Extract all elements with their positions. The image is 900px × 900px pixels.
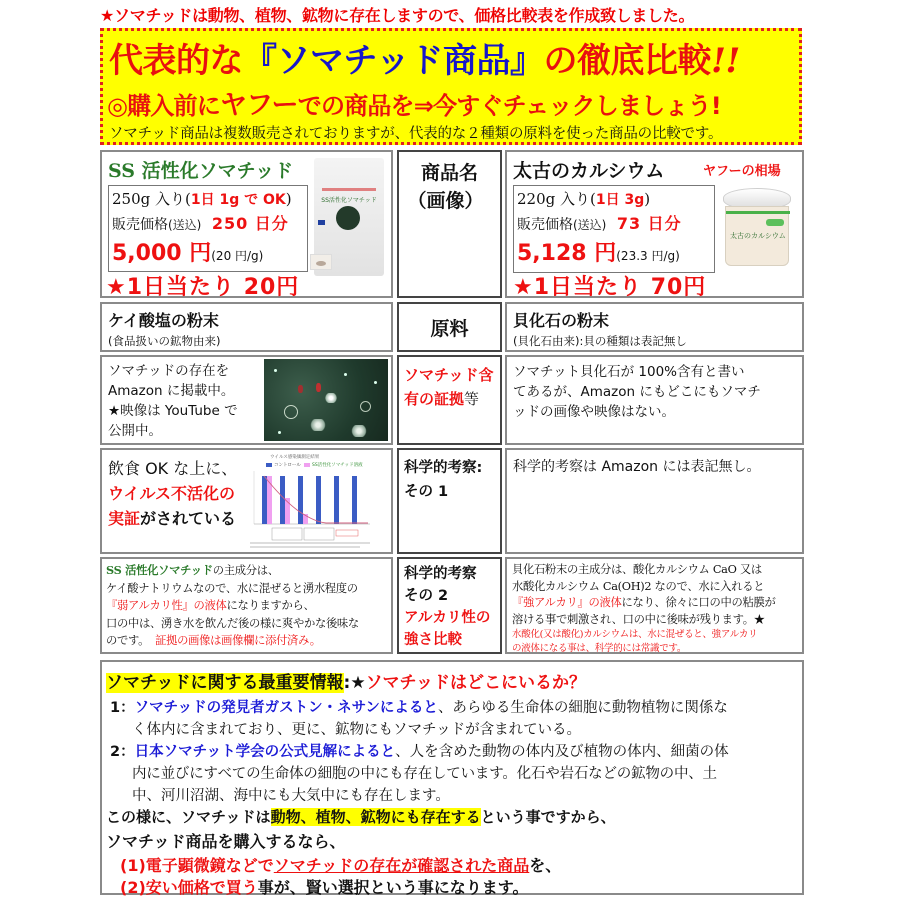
product-ref: SS 活性化ソマチッド xyxy=(106,563,213,577)
yahoo-price-badge[interactable]: ヤフーの相場 xyxy=(703,164,781,179)
days-supply: 250 日分 xyxy=(211,214,289,233)
label-evidence-line1: ソマチッド含 xyxy=(404,366,494,384)
label-cell-product-name xyxy=(397,150,502,298)
price-line xyxy=(517,236,680,267)
evidence-line-youtube[interactable]: ★映像は YouTube で xyxy=(108,403,238,419)
pouch-label: SS活性化ソマチッド xyxy=(321,197,377,204)
qty-dose: 1日 1g で OK xyxy=(190,192,286,208)
evidence-line: 公開中。 xyxy=(108,423,162,439)
science1-proof: 実証 xyxy=(108,509,141,528)
text-line: 溶ける事で刺激され、口の中に後味が残ります。★ xyxy=(512,612,765,626)
particle-dot xyxy=(374,381,377,384)
particle-cluster xyxy=(324,393,338,403)
item-source: ソマチッドの発見者ガストン・ネサンによると xyxy=(134,700,438,716)
yahoo-link-text[interactable]: ヤフー xyxy=(219,90,298,121)
science1-line2: ウイルス不活化の xyxy=(108,484,236,503)
info-item-1 xyxy=(110,696,728,717)
banner-title-prefix: 代表的な xyxy=(109,41,243,81)
shipping-label: (送込) xyxy=(573,218,607,232)
virus-inactivation-chart[interactable] xyxy=(240,452,390,552)
pouch-logo xyxy=(318,220,325,225)
science1-cell-right xyxy=(505,448,804,554)
info-heading xyxy=(106,668,586,693)
text-span: になりますから、 xyxy=(226,599,315,612)
label-science1-line2: その 1 xyxy=(404,484,449,500)
science2-cell-right xyxy=(505,557,804,654)
underlined-span: ソマチッドの存在が確認された商品 xyxy=(273,856,530,875)
label-science2 xyxy=(404,563,490,651)
material-origin: (貝化石由来):貝の種類は表記無し xyxy=(513,334,687,348)
science-note: の液体になる事は、科学的には常識です。 xyxy=(512,643,687,654)
label-image: （画像） xyxy=(407,190,484,212)
text-span: のです。 xyxy=(106,634,150,647)
qty-text: 220g 入り( xyxy=(517,190,596,208)
particle-cluster xyxy=(350,425,368,437)
label-evidence-etc: 等 xyxy=(464,390,480,408)
text-line: 口の中は、湧き水を飲んだ後の様に爽やかな後味な xyxy=(106,616,359,630)
weak-alkaline-note: 『弱アルカリ性』の液体 xyxy=(106,599,227,612)
text-span: の主成分は、 xyxy=(212,564,279,577)
star-icon: ★ xyxy=(350,673,366,693)
science2-cell-left xyxy=(100,557,393,654)
evidence-text xyxy=(108,361,238,441)
label-material: 原料 xyxy=(430,318,469,340)
science2-left-text xyxy=(106,562,359,650)
material-cell-left xyxy=(100,302,393,352)
evidence-line: ッドの画像や映像はない。 xyxy=(513,404,675,420)
evidence-line-amazon[interactable]: Amazon に掲載中。 xyxy=(108,383,235,399)
item-source: 日本ソマチット学会の公式見解によると xyxy=(134,744,396,760)
item-text: 、人を含めた動物の体内及び植物の体内、細菌の体 xyxy=(395,744,729,760)
pouch-emblem xyxy=(336,206,360,230)
qty-text: 250g 入り( xyxy=(112,190,191,208)
price-label-line xyxy=(112,211,289,234)
legend-control: コントロール xyxy=(274,463,301,468)
quantity-line xyxy=(112,188,292,209)
chart-plot xyxy=(240,452,390,552)
label-evidence xyxy=(404,363,494,411)
text-span: (2)安い価格で買う xyxy=(120,878,258,897)
science1-right-text: 科学的考察は Amazon には表記無し。 xyxy=(513,459,761,475)
recommendation-2 xyxy=(120,875,529,898)
evidence-line: ソマチッドの存在を xyxy=(108,363,230,379)
label-cell-science2 xyxy=(397,557,502,654)
label-cell-material xyxy=(397,302,502,352)
banner-subtitle xyxy=(107,83,721,122)
price-label: 販売価格 xyxy=(112,217,168,233)
item-text: 、あらゆる生命体の細胞に動物植物に関係な xyxy=(437,700,728,716)
particle-dot xyxy=(344,373,347,376)
particle-dot xyxy=(278,431,281,434)
text-line: 水酸化カルシウム Ca(OH)2 なので、水に入れると xyxy=(512,579,765,593)
banner-note: ソマチッド商品は複数販売されておりますが、代表的な２種類の原料を使った商品の比較です。 xyxy=(109,126,723,142)
science1-cell-left xyxy=(100,448,393,554)
label-science1-line1: 科学的考察: xyxy=(404,460,483,476)
qty-close: ) xyxy=(285,190,292,208)
science2-right-text xyxy=(512,562,776,656)
price-label-line xyxy=(517,211,682,234)
powder-sample-image xyxy=(310,254,332,270)
price-value: 5,128 円 xyxy=(517,241,617,266)
text-span: という事ですから、 xyxy=(480,808,616,826)
product-image-jar xyxy=(721,188,793,270)
red-marker xyxy=(298,385,303,393)
material-name: 貝化石の粉末 xyxy=(513,311,610,330)
text-span: 事が、賢い選択という事になります。 xyxy=(257,878,529,897)
material-name: ケイ酸塩の粉末 xyxy=(108,311,219,330)
label-science2-line2: その 2 xyxy=(404,588,449,604)
microscope-image[interactable] xyxy=(264,359,388,441)
banner-sub-suffix: での商品を⇒今すぐチェックしましょう! xyxy=(297,92,721,120)
text-span: この様に、ソマチッドは xyxy=(106,808,271,826)
banner-title-suffix: の徹底比較 xyxy=(543,41,711,81)
qty-close: ) xyxy=(644,190,651,208)
material-cell-right xyxy=(505,302,804,352)
item-number: 2： xyxy=(110,744,135,760)
product-cell-ss-somatid xyxy=(100,150,393,298)
banner-exclaim: !! xyxy=(710,41,740,81)
unit-price: (20 円/g) xyxy=(211,249,264,263)
important-info-box xyxy=(100,660,804,895)
heading-colon: : xyxy=(343,673,351,693)
science1-line1: 飲食 OK な上に、 xyxy=(108,459,238,478)
highlight-span: 動物、植物、鉱物にも存在する xyxy=(270,808,481,826)
legend-test: SS活性化ソマチッド溶液 xyxy=(312,463,363,468)
science1-line3: がされている xyxy=(140,509,237,528)
strong-alkaline-note: 『強アルカリ』の液体 xyxy=(512,596,622,609)
shipping-label: (送込) xyxy=(168,218,202,232)
info-item-1-cont: く体内に含まれており、更に、鉱物にもソマチッドが含まれている。 xyxy=(132,722,582,738)
label-cell-science1 xyxy=(397,448,502,554)
unit-price: (23.3 円/g) xyxy=(616,249,680,263)
product-cell-taiko-calcium xyxy=(505,150,804,298)
cost-per-day: ★1日当たり 70円 xyxy=(513,275,707,300)
label-science2-line4: 強さ比較 xyxy=(404,632,462,648)
evidence-text xyxy=(513,362,761,422)
info-item-2-cont: 中、河川沼湖、海中にも大気中にも存在します。 xyxy=(132,788,450,804)
info-heading-highlight: ソマチッドに関する最重要情報 xyxy=(106,673,344,693)
bracket-close: 』 xyxy=(509,41,544,81)
jar-body xyxy=(725,206,789,266)
evidence-line: てあるが、Amazon にもどこにもソマチ xyxy=(513,384,761,400)
text-span: になり、徐々に口の中の粘膜が xyxy=(621,596,776,609)
conclusion-line-2: ソマチッド商品を購入するなら、 xyxy=(106,832,346,851)
label-science2-line3: アルカリ性の xyxy=(404,610,491,626)
price-label: 販売価格 xyxy=(517,217,573,233)
product-price-box xyxy=(108,185,308,272)
text-span: を、 xyxy=(529,856,562,875)
product-name: 太古のカルシウム xyxy=(513,160,665,182)
label-evidence-line2: 有の証拠 xyxy=(404,390,465,408)
top-notice: ★ソマチッドは動物、植物、鉱物に存在しますので、価格比較表を作成致しました。 xyxy=(100,6,695,25)
conclusion-line-1 xyxy=(106,806,616,827)
evidence-cell-right xyxy=(505,355,804,445)
text-span: (1)電子顕微鏡などで xyxy=(120,856,274,875)
label-cell-evidence xyxy=(397,355,502,445)
particle-cluster xyxy=(309,419,327,431)
powder-heap xyxy=(316,261,326,266)
text-line: 貝化石粉末の主成分は、酸化カルシウム CaO 又は xyxy=(512,563,762,576)
text-line: ケイ酸ナトリウムなので、水に混ぜると湧水程度の xyxy=(106,581,358,595)
label-science2-line1: 科学的考察 xyxy=(404,566,477,582)
proof-note: 証拠の画像は画像欄に添付済み。 xyxy=(155,634,321,647)
banner-title xyxy=(109,33,740,82)
particle-ring xyxy=(284,405,298,419)
info-heading-question: ソマチッドはどこにいるか？ xyxy=(365,673,587,693)
cost-per-day: ★1日当たり 20円 xyxy=(106,275,300,300)
product-price-box xyxy=(513,185,715,273)
quantity-line xyxy=(517,188,650,209)
science1-text xyxy=(108,456,237,531)
jar-badge xyxy=(766,219,784,226)
info-item-2-cont: 内に並びにすべての生命体の細胞の中にも存在しています。化石や岩石などの鉱物の中、土 xyxy=(132,766,717,782)
jar-label: 太古のカルシウム xyxy=(730,232,786,240)
material-origin: (食品扱いの鉱物由来) xyxy=(108,334,221,348)
jar-green-band xyxy=(726,211,790,214)
pouch-stripe xyxy=(322,188,376,191)
bracket-open: 『 xyxy=(243,41,277,81)
label-science1 xyxy=(404,456,482,504)
red-marker xyxy=(316,383,321,392)
science-note: 水酸化(又は酸化)カルシウムは、水に混ぜると、強アルカリ xyxy=(512,629,758,640)
price-line xyxy=(112,236,263,267)
product-name: SS 活性化ソマチッド xyxy=(108,160,294,182)
info-item-2 xyxy=(110,740,729,761)
headline-banner xyxy=(100,28,802,145)
chart-title: ウイルス感染価測定結果 xyxy=(270,455,320,460)
particle-ring xyxy=(360,401,371,412)
price-value: 5,000 円 xyxy=(112,241,212,266)
label-product-name: 商品名 xyxy=(420,162,478,184)
qty-dose: 1日 3g xyxy=(595,192,645,208)
evidence-cell-left xyxy=(100,355,393,445)
particle-dot xyxy=(274,369,277,372)
item-number: 1： xyxy=(110,700,135,716)
recommendation-1 xyxy=(120,853,561,876)
banner-title-product: ソマチッド商品 xyxy=(276,41,510,81)
days-supply: 73 日分 xyxy=(616,214,682,233)
banner-sub-prefix: ◎購入前に xyxy=(107,92,220,120)
evidence-line: ソマチット貝化石が 100%含有と書い xyxy=(513,364,745,380)
